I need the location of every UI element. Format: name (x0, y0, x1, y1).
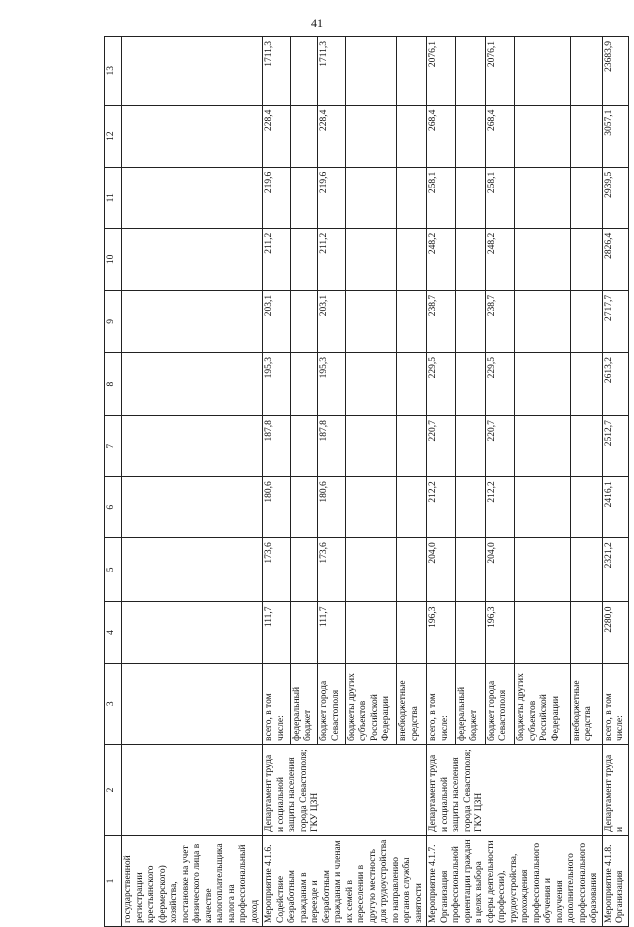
column-header: 13 (105, 37, 122, 106)
amount-cell (345, 477, 397, 538)
amount-cell: 220,7 (485, 416, 514, 477)
amount-cell (456, 105, 485, 167)
empty-cell (122, 290, 263, 352)
empty-cell (122, 352, 263, 415)
amount-cell (570, 477, 602, 538)
amount-cell (290, 228, 318, 290)
amount-cell (397, 167, 427, 228)
executor-cell: Департамент труда и социальной защиты населения города Севастополя; ГКУ ЦЗН (427, 744, 603, 835)
amount-cell (397, 477, 427, 538)
amount-cell (570, 602, 602, 663)
amount-cell: 180,6 (263, 477, 291, 538)
amount-cell: 220,7 (427, 416, 456, 477)
executor-cell (122, 744, 263, 835)
activity-cell: государственной регистрации крестьянского (фермерского) хозяйства, постановке на учет физического лица в качестве налогоплательщика налога на профессиональный доход (122, 835, 263, 926)
empty-cell (122, 105, 263, 167)
amount-cell: 2416,1 (602, 477, 628, 538)
amount-cell: 212,2 (427, 477, 456, 538)
amount-cell (456, 290, 485, 352)
column-header: 11 (105, 167, 122, 228)
empty-cell (122, 538, 263, 602)
column-header: 3 (105, 663, 122, 744)
amount-cell (345, 416, 397, 477)
executor-cell: Департамент труда и социальной защиты населения города Севастополя; ГКУ ЦЗН (263, 744, 427, 835)
amount-cell (290, 167, 318, 228)
amount-cell: 228,4 (263, 105, 291, 167)
amount-cell (515, 602, 570, 663)
amount-cell (345, 37, 397, 106)
amount-cell: 258,1 (485, 167, 514, 228)
amount-cell: 268,4 (427, 105, 456, 167)
column-header: 8 (105, 352, 122, 415)
amount-cell: 2321,2 (602, 538, 628, 602)
amount-cell: 23683,9 (602, 37, 628, 106)
amount-cell (456, 228, 485, 290)
amount-cell (570, 538, 602, 602)
amount-cell: 203,1 (263, 290, 291, 352)
amount-cell (515, 538, 570, 602)
funding-source-cell: федеральный бюджет (290, 663, 318, 744)
amount-cell: 258,1 (427, 167, 456, 228)
amount-cell (570, 416, 602, 477)
amount-cell: 211,2 (263, 228, 291, 290)
amount-cell (515, 105, 570, 167)
amount-cell: 196,3 (485, 602, 514, 663)
amount-cell: 187,8 (318, 416, 346, 477)
amount-cell (397, 416, 427, 477)
amount-cell: 229,5 (427, 352, 456, 415)
activity-cell: Мероприятие 4.1.8. Организация (602, 835, 628, 926)
amount-cell (290, 602, 318, 663)
funding-source-cell: бюджеты других субъектов Российской Федерации (515, 663, 570, 744)
amount-cell (397, 602, 427, 663)
rotated-table-frame (104, 36, 625, 927)
amount-cell (515, 37, 570, 106)
amount-cell: 195,3 (318, 352, 346, 415)
table-row (427, 37, 456, 927)
empty-cell (122, 228, 263, 290)
column-header: 4 (105, 602, 122, 663)
amount-cell (397, 538, 427, 602)
amount-cell (345, 538, 397, 602)
amount-cell (290, 477, 318, 538)
amount-cell (570, 228, 602, 290)
empty-cell (122, 37, 263, 106)
amount-cell: 212,2 (485, 477, 514, 538)
amount-cell: 180,6 (318, 477, 346, 538)
column-header: 1 (105, 835, 122, 926)
amount-cell (290, 290, 318, 352)
amount-cell (515, 416, 570, 477)
amount-cell (456, 477, 485, 538)
table-row (122, 37, 263, 927)
empty-cell (122, 477, 263, 538)
amount-cell (570, 37, 602, 106)
amount-cell: 2076,1 (485, 37, 514, 106)
amount-cell (290, 105, 318, 167)
amount-cell: 219,6 (263, 167, 291, 228)
amount-cell (456, 37, 485, 106)
amount-cell: 228,4 (318, 105, 346, 167)
funding-source-cell: всего, в том числе: (263, 663, 291, 744)
amount-cell: 2076,1 (427, 37, 456, 106)
amount-cell (515, 167, 570, 228)
funding-source-cell: федеральный бюджет (456, 663, 485, 744)
column-header: 9 (105, 290, 122, 352)
empty-cell (122, 602, 263, 663)
amount-cell (397, 290, 427, 352)
amount-cell (290, 416, 318, 477)
amount-cell (515, 290, 570, 352)
amount-cell: 219,6 (318, 167, 346, 228)
column-header: 12 (105, 105, 122, 167)
amount-cell (515, 352, 570, 415)
amount-cell (570, 105, 602, 167)
amount-cell: 229,5 (485, 352, 514, 415)
amount-cell (456, 602, 485, 663)
column-header: 7 (105, 416, 122, 477)
amount-cell: 2717,7 (602, 290, 628, 352)
amount-cell (345, 290, 397, 352)
amount-cell (570, 352, 602, 415)
activity-cell: Мероприятие 4.1.6. Содействие безработным гражданам в переезде и безработным гражданам и членам их семей в переселении в другую местность для трудоустройства по направлению органов службы занятости (263, 835, 427, 926)
budget-table (104, 36, 629, 927)
amount-cell: 196,3 (427, 602, 456, 663)
amount-cell: 111,7 (263, 602, 291, 663)
amount-cell (515, 477, 570, 538)
amount-cell: 204,0 (427, 538, 456, 602)
funding-source-cell: внебюджетные средства (397, 663, 427, 744)
column-header: 2 (105, 744, 122, 835)
table-body (105, 37, 629, 927)
amount-cell: 211,2 (318, 228, 346, 290)
empty-cell (122, 167, 263, 228)
amount-cell: 173,6 (263, 538, 291, 602)
executor-cell: Департамент труда и (602, 744, 628, 835)
column-header: 6 (105, 477, 122, 538)
amount-cell: 2613,2 (602, 352, 628, 415)
amount-cell (570, 290, 602, 352)
amount-cell: 111,7 (318, 602, 346, 663)
funding-source-cell: внебюджетные средства (570, 663, 602, 744)
funding-source-cell: бюджет города Севастополя (485, 663, 514, 744)
amount-cell: 1711,3 (318, 37, 346, 106)
amount-cell: 1711,3 (263, 37, 291, 106)
table-row (263, 37, 291, 927)
column-header: 5 (105, 538, 122, 602)
amount-cell: 2280,0 (602, 602, 628, 663)
amount-cell (345, 352, 397, 415)
amount-cell: 173,6 (318, 538, 346, 602)
amount-cell (290, 37, 318, 106)
activity-cell: Мероприятие 4.1.7. Организация профессиональной ориентации граждан в целях выбора сферы деятельности (профессии), трудоустройства, прохождения профессионального обучения и получения дополнительного профессионального образования (427, 835, 603, 926)
amount-cell: 238,7 (427, 290, 456, 352)
funding-source-cell: всего, в том числе: (602, 663, 628, 744)
amount-cell (515, 228, 570, 290)
amount-cell: 238,7 (485, 290, 514, 352)
amount-cell: 203,1 (318, 290, 346, 352)
amount-cell (290, 538, 318, 602)
amount-cell (570, 167, 602, 228)
column-header: 10 (105, 228, 122, 290)
amount-cell (397, 228, 427, 290)
empty-cell (122, 416, 263, 477)
amount-cell: 268,4 (485, 105, 514, 167)
amount-cell (345, 167, 397, 228)
page-number: 41 (311, 16, 323, 30)
amount-cell (456, 538, 485, 602)
funding-source-cell: бюджеты других субъектов Российской Федерации (345, 663, 397, 744)
amount-cell (345, 228, 397, 290)
amount-cell (456, 352, 485, 415)
amount-cell: 187,8 (263, 416, 291, 477)
amount-cell: 204,0 (485, 538, 514, 602)
amount-cell: 2939,5 (602, 167, 628, 228)
amount-cell (397, 352, 427, 415)
amount-cell (345, 602, 397, 663)
amount-cell: 3057,1 (602, 105, 628, 167)
amount-cell (456, 416, 485, 477)
amount-cell: 2512,7 (602, 416, 628, 477)
amount-cell: 2826,4 (602, 228, 628, 290)
amount-cell (397, 105, 427, 167)
amount-cell: 248,2 (427, 228, 456, 290)
funding-source-cell: всего, в том числе: (427, 663, 456, 744)
amount-cell (456, 167, 485, 228)
table-row (602, 37, 628, 927)
funding-source-cell: бюджет города Севастополя (318, 663, 346, 744)
header-row (105, 37, 122, 927)
amount-cell (345, 105, 397, 167)
amount-cell (290, 352, 318, 415)
amount-cell: 195,3 (263, 352, 291, 415)
empty-cell (122, 663, 263, 744)
amount-cell (397, 37, 427, 106)
amount-cell: 248,2 (485, 228, 514, 290)
